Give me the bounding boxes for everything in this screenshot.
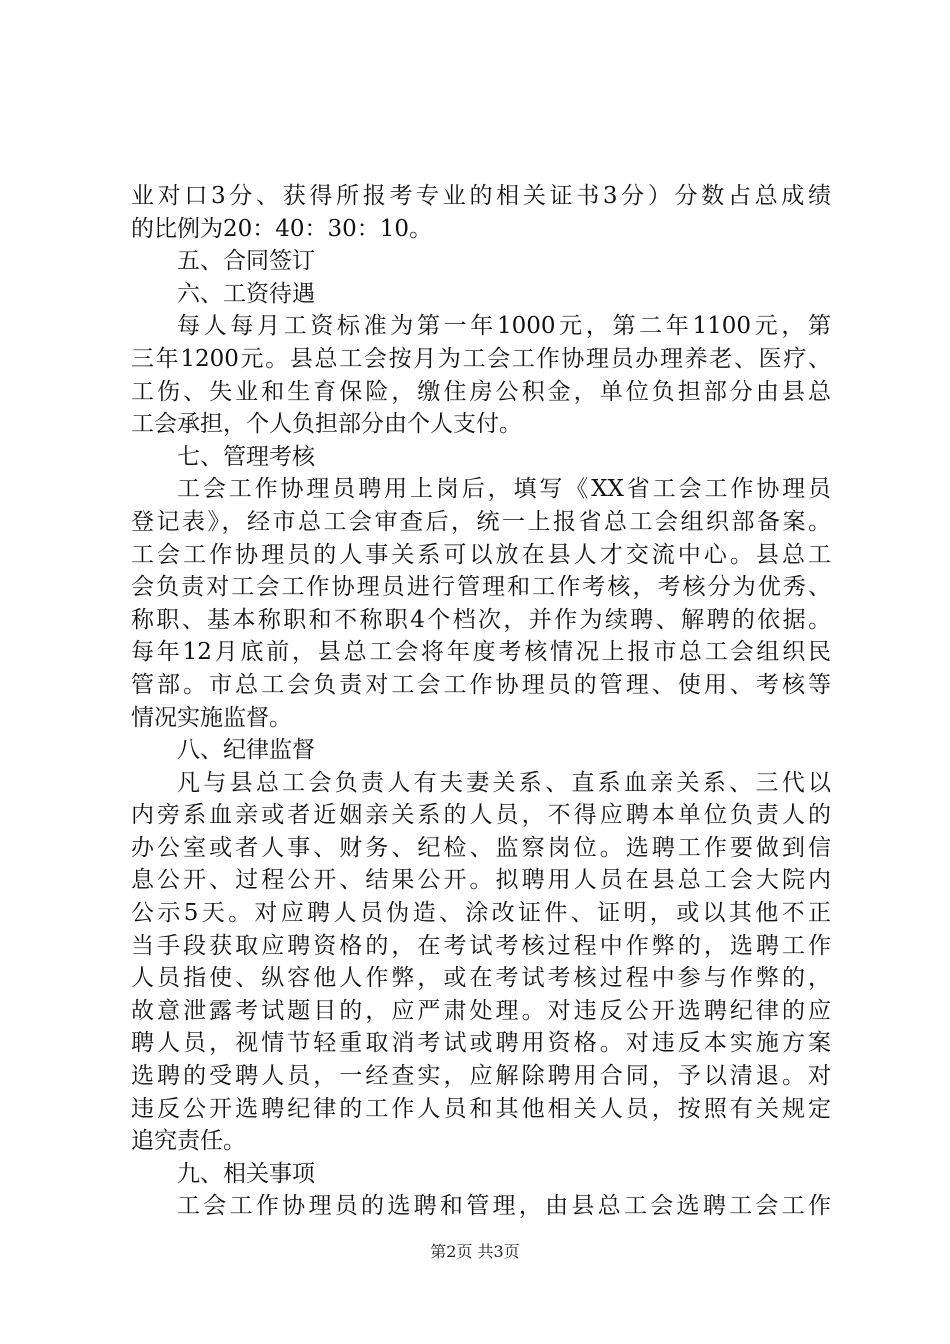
section-heading: 六、工资待遇 [177, 280, 315, 307]
text-line: 每年12月底前，县总工会将年度考核情况上报市总工会组织民 [131, 639, 831, 666]
text-line: 工伤、失业和生育保险，缴住房公积金，单位负担部分由县总 [131, 378, 831, 405]
text-line: 选聘的受聘人员，一经查实，应解除聘用合同，予以清退。对 [131, 1063, 831, 1090]
text-line: 三年1200元。县总工会按月为工会工作协理员办理养老、医疗、 [131, 345, 831, 372]
text-line: 工会工作协理员的选聘和管理，由县总工会选聘工会工作 [177, 1193, 831, 1220]
text-line: 人员指使、纵容他人作弊，或在考试考核过程中参与作弊的， [131, 965, 831, 992]
section-heading: 八、纪律监督 [177, 737, 315, 764]
text-line: 聘人员，视情节轻重取消考试或聘用资格。对违反本实施方案 [131, 1030, 831, 1057]
text-line: 工会工作协理员聘用上岗后，填写《XX省工会工作协理员 [177, 476, 831, 503]
section-heading: 五、合同签订 [177, 248, 315, 275]
page-number-footer: 第2页 共3页 [430, 1242, 520, 1261]
text-line: 公示5天。对应聘人员伪造、涂改证件、证明，或以其他不正 [131, 900, 831, 927]
text-line: 内旁系血亲或者近姻亲关系的人员，不得应聘本单位负责人的 [131, 802, 831, 829]
text-line: 故意泄露考试题目的，应严肃处理。对违反公开选聘纪律的应 [131, 997, 831, 1024]
text-line: 会负责对工会工作协理员进行管理和工作考核，考核分为优秀、 [131, 574, 831, 601]
text-line: 每人每月工资标准为第一年1000元，第二年1100元，第 [177, 313, 831, 340]
text-line: 追究责任。 [131, 1128, 246, 1155]
text-line: 当手段获取应聘资格的，在考试考核过程中作弊的，选聘工作 [131, 932, 831, 959]
document-body [131, 180, 831, 1223]
text-line: 工会承担，个人负担部分由个人支付。 [131, 411, 522, 438]
text-line: 登记表》，经市总工会审查后，统一上报省总工会组织部备案。 [131, 508, 831, 535]
text-line: 称职、基本称职和不称职4个档次，并作为续聘、解聘的依据。 [131, 606, 831, 633]
text-line: 违反公开选聘纪律的工作人员和其他相关人员，按照有关规定 [131, 1095, 831, 1122]
section-heading: 九、相关事项 [177, 1160, 315, 1187]
text-line: 息公开、过程公开、结果公开。拟聘用人员在县总工会大院内 [131, 867, 831, 894]
text-line: 工会工作协理员的人事关系可以放在县人才交流中心。县总工 [131, 541, 831, 568]
text-line: 的比例为20：40：30：10。 [131, 215, 433, 242]
section-heading: 七、管理考核 [177, 443, 315, 470]
text-line: 管部。市总工会负责对工会工作协理员的管理、使用、考核等 [131, 671, 831, 698]
text-line: 凡与县总工会负责人有夫妻关系、直系血亲关系、三代以 [177, 769, 831, 796]
text-line: 办公室或者人事、财务、纪检、监察岗位。选聘工作要做到信 [131, 834, 831, 861]
text-line: 情况实施监督。 [131, 704, 292, 731]
text-line: 业对口3分、获得所报考专业的相关证书3分）分数占总成绩 [131, 183, 831, 209]
